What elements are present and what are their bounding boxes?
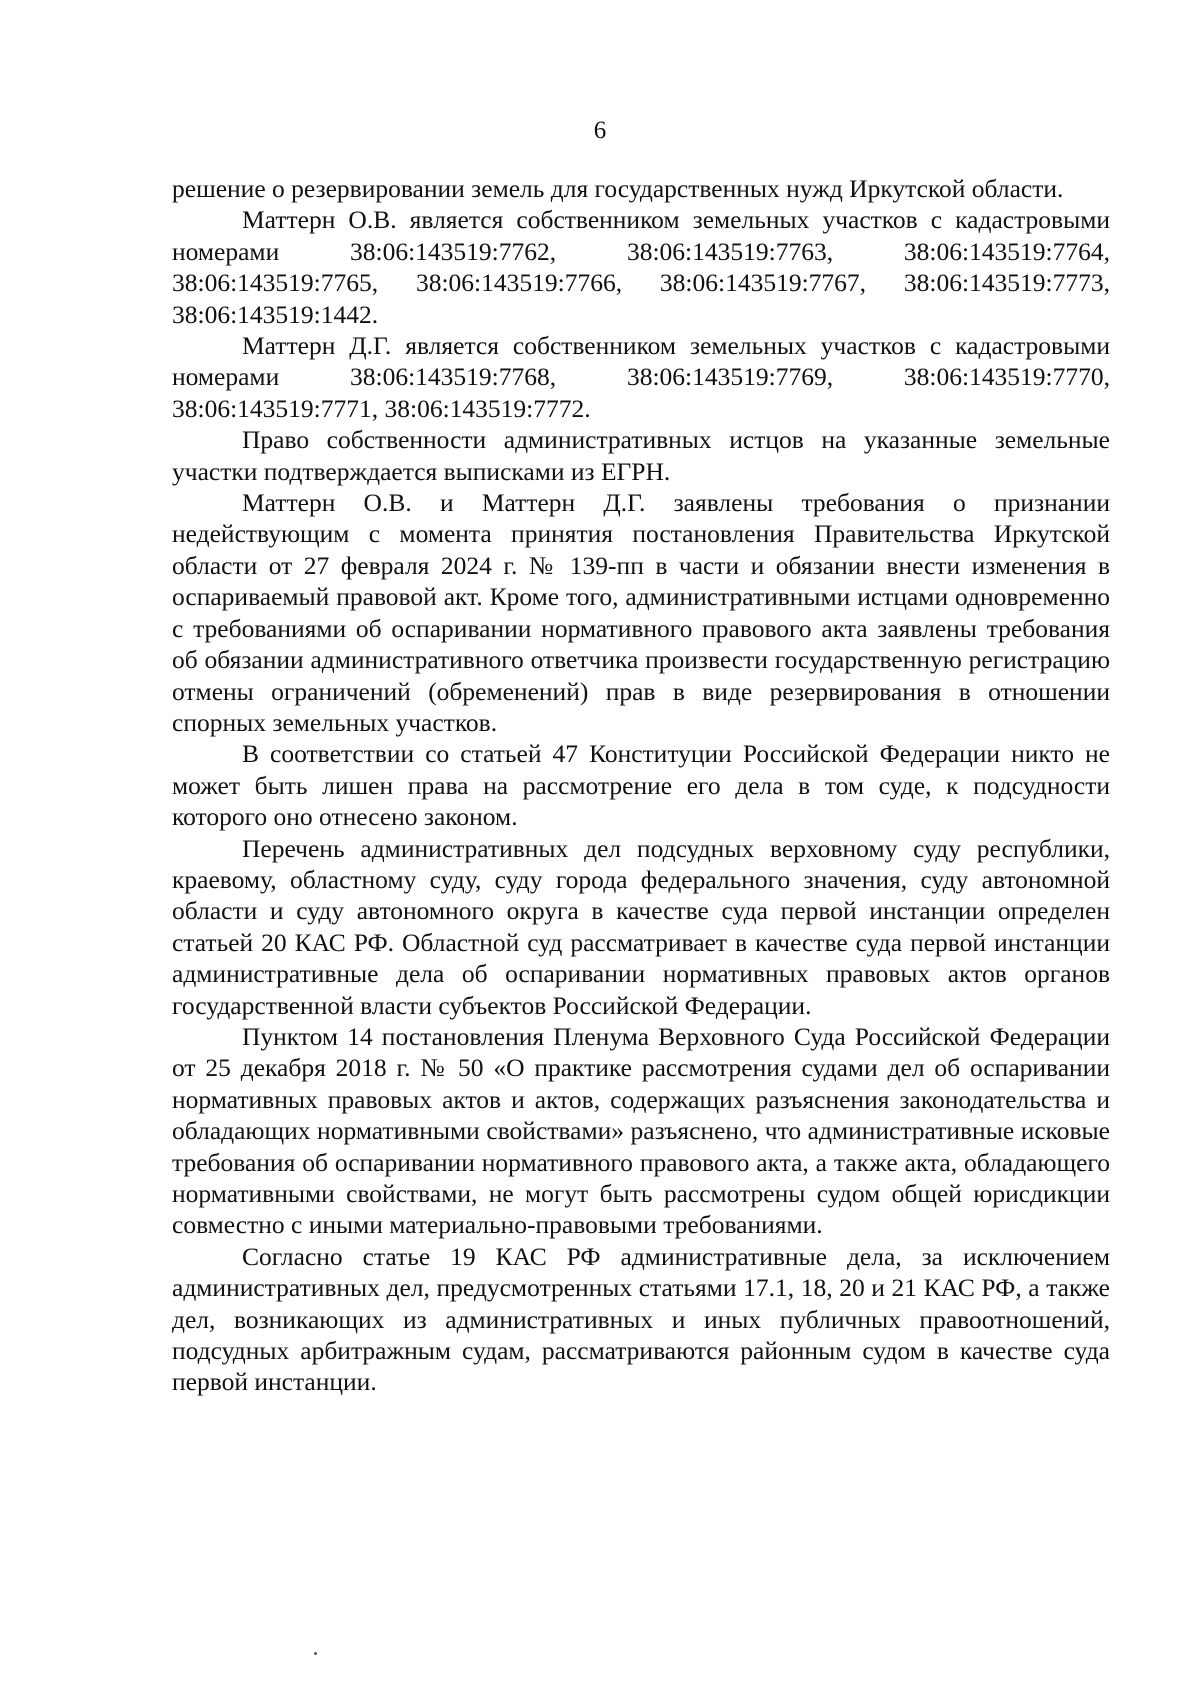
paragraph-plenum-explanation: Пунктом 14 постановления Пленума Верховного Суда Российской Федерации от 25 декабря 2018 г. № 50 «О практике рассмотрения судами дел об оспаривании нормативных правовых актов и актов, содержащих разъяснения законодательства и обладающих нормативными свойствами» разъяснено, что административные исковые требования об оспаривании нормативного правового акта, а также акта, обладающего нормативными свойствами, не могут быть рассмотрены судом общей юрисдикции совместно с иными материально-правовыми требованиями. [172,1021,1110,1240]
paragraph-article-19: Согласно статье 19 КАС РФ административные дела, за исключением административных дел, предусмотренных статьями 17.1, 18, 20 и 21 КАС РФ, а также дел, возникающих из административных и иных публичных правоотношений, подсудных арбитражным судам, рассматриваются районным судом в качестве суда первой инстанции. [172,1241,1110,1397]
scan-speck [314,1652,317,1655]
paragraph-ownership-confirmation: Право собственности административных истцов на указанные земельные участки подтверждается выписками из ЕГРН. [172,425,1110,486]
paragraph-owner-ov: Маттерн О.В. является собственником земельных участков с кадастровыми номерами 38:06:143519:7762, 38:06:143519:7763, 38:06:143519:7764, 38:06:143519:7765, 38:06:143519:7766, 38:06:143519:7767, 38:06:143519:7773, 38:06:143519:1442. [172,205,1110,329]
paragraph-claims: Маттерн О.В. и Маттерн Д.Г. заявлены требования о признании недействующим с момента принятия постановления Правительства Иркутской области от 27 февраля 2024 г. № 139-пп в части и обязании внести изменения в оспариваемый правовой акт. Кроме того, административными истцами одновременно с требованиями об оспаривании нормативного правового акта заявлены требования об обязании административного ответчика произвести государственную регистрацию отмены ограничений (обременений) прав в виде резервирования в отношении спорных земельных участков. [172,488,1110,737]
page-number: 6 [593,117,607,144]
paragraph-owner-dg: Маттерн Д.Г. является собственником земельных участков с кадастровыми номерами 38:06:143519:7768, 38:06:143519:7769, 38:06:143519:7770, 38:06:143519:7771, 38:06:143519:7772. [172,331,1110,423]
document-body [172,173,1110,1398]
paragraph-reservation-decision: решение о резервировании земель для государственных нужд Иркутской области. [172,174,1064,203]
paragraph-jurisdiction-list: Перечень административных дел подсудных верховному суду республики, краевому, областному суду, суду города федерального значения, суду автономной области и суду автономного округа в качестве суда первой инстанции определен статьей 20 КАС РФ. Областной суд рассматривает в качестве суда первой инстанции административные дела об оспаривании нормативных правовых актов органов государственной власти субъектов Российской Федерации. [172,833,1110,1020]
paragraph-constitution-article-47: В соответствии со статьей 47 Конституции Российской Федерации никто не может быть лишен права на рассмотрение его дела в том суде, к подсудности которого оно отнесено законом. [172,739,1110,832]
